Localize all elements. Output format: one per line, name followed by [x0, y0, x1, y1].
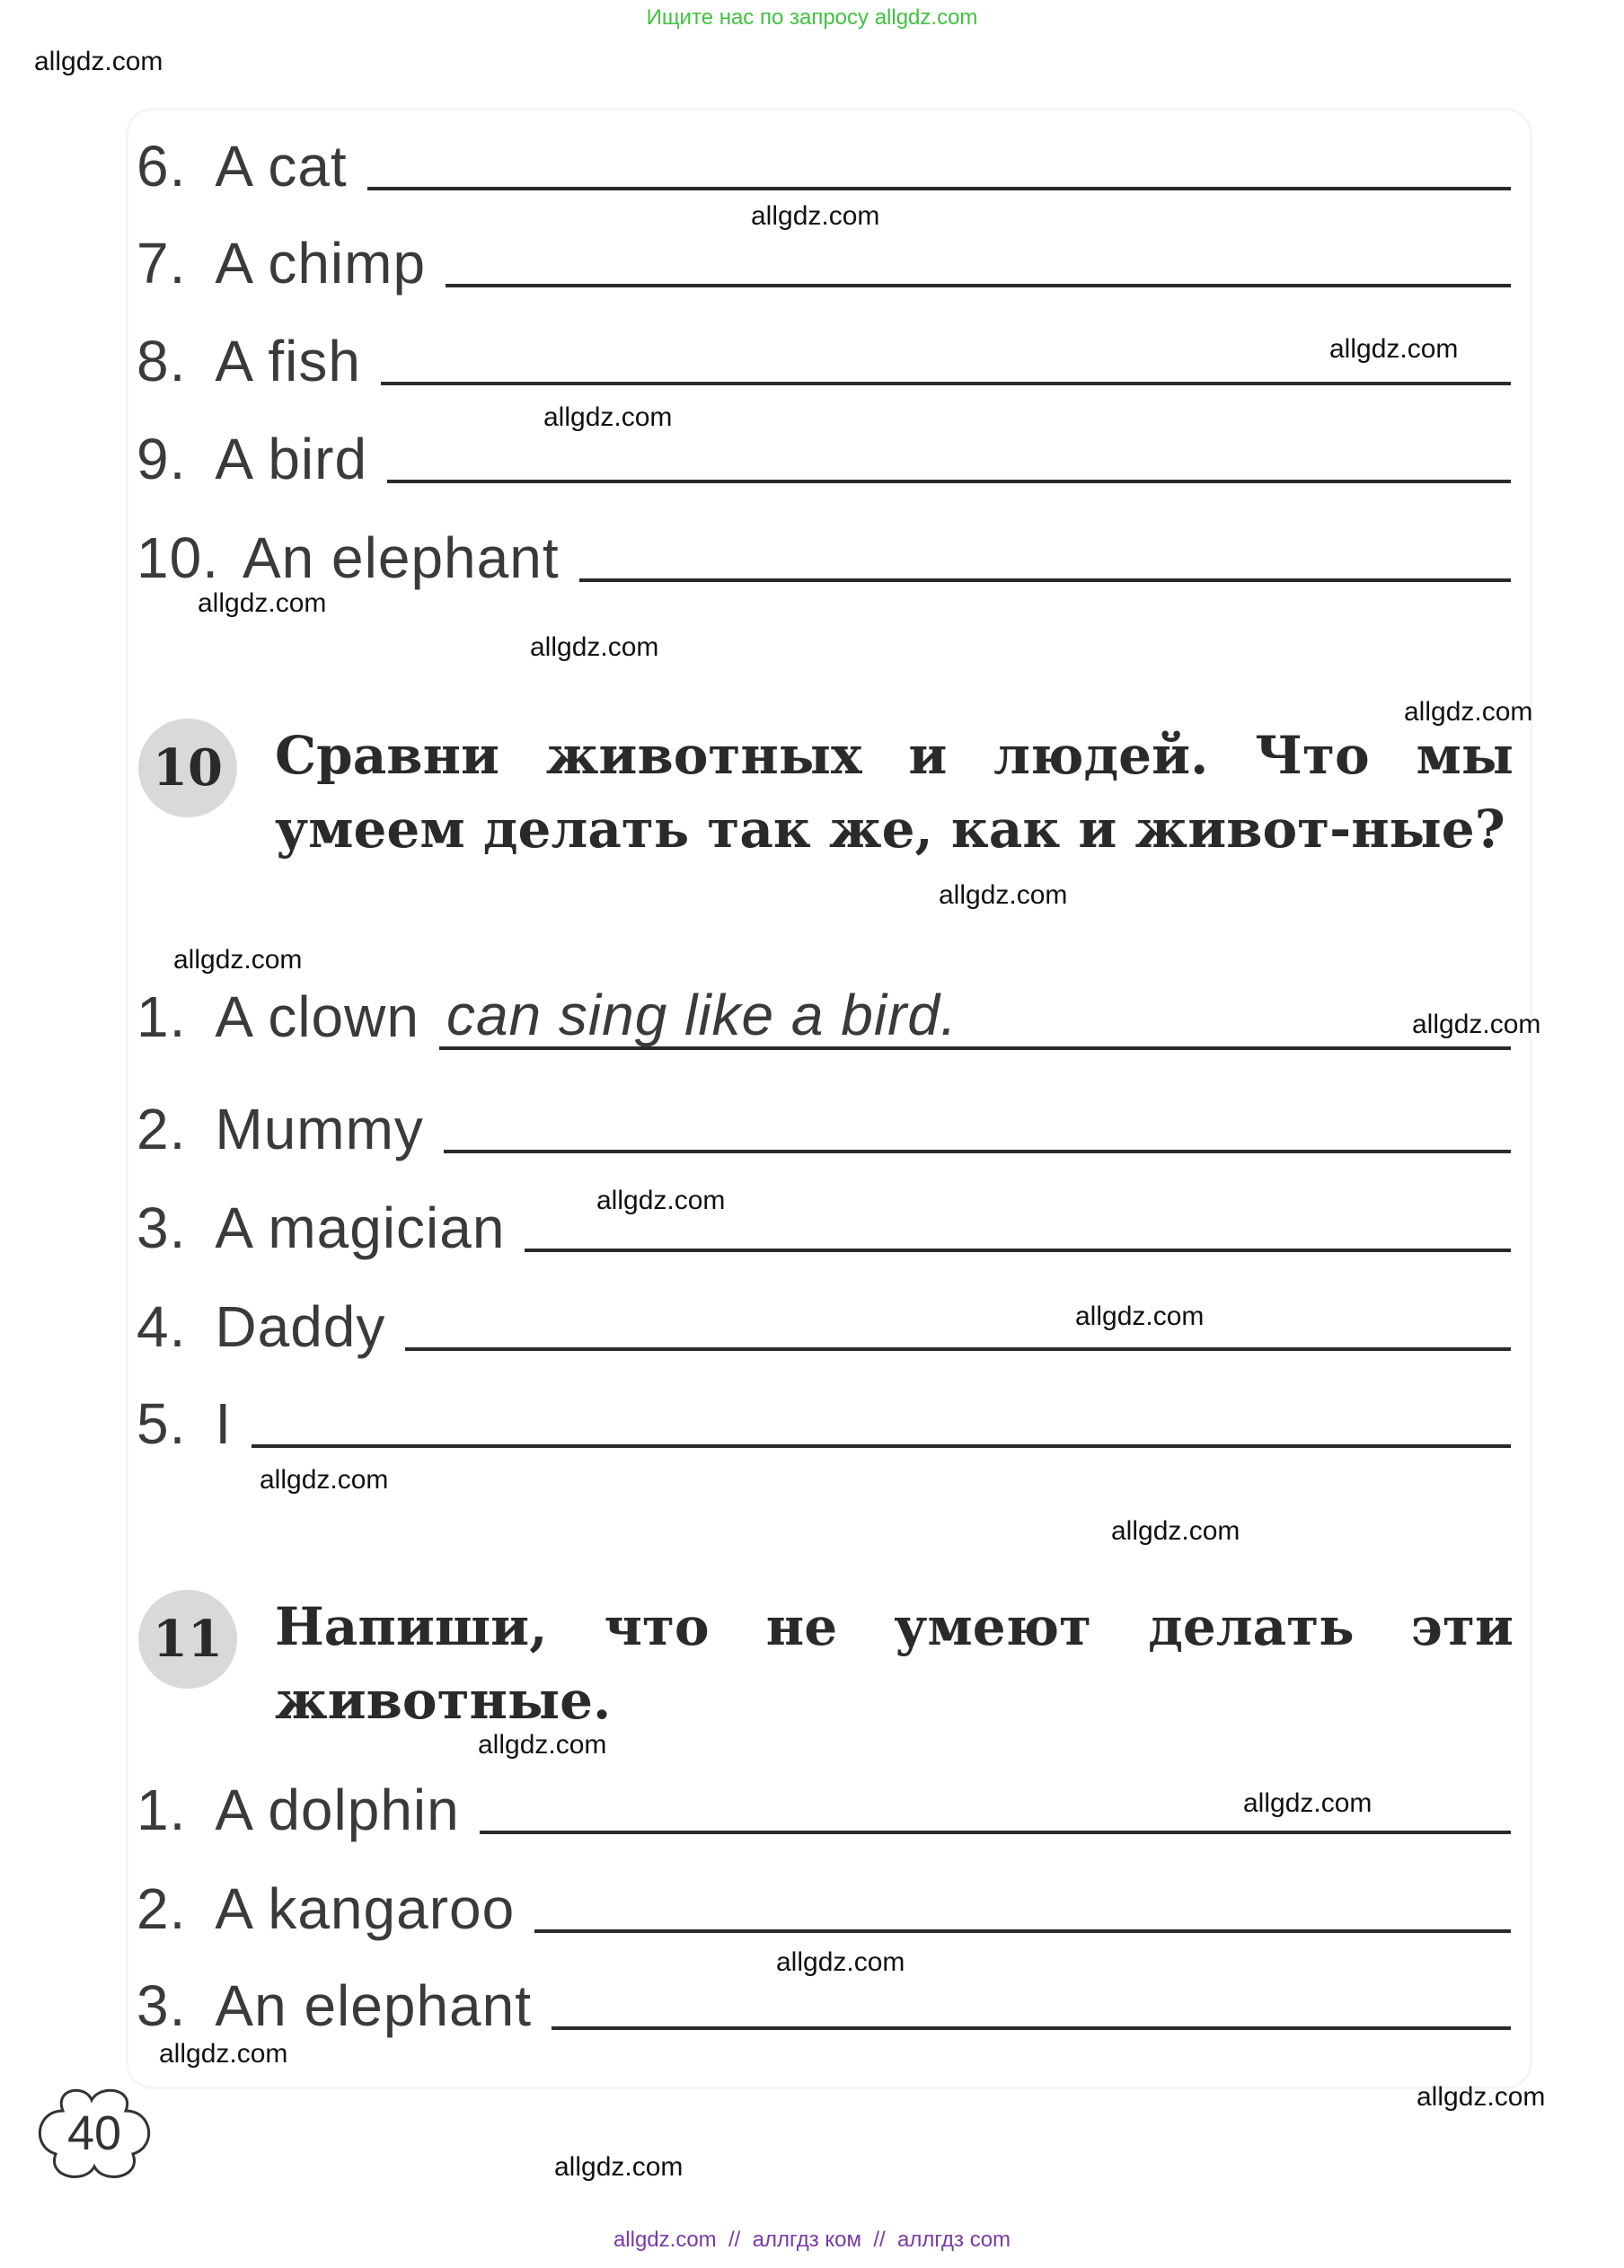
watermark: allgdz.com: [1111, 1516, 1240, 1546]
item-text: A magician: [215, 1196, 506, 1260]
answer-line[interactable]: [446, 280, 1511, 287]
item-number: 5.: [137, 1391, 187, 1456]
watermark: allgdz.com: [1243, 1788, 1372, 1818]
watermark: allgdz.com: [1412, 1010, 1541, 1039]
answer-line[interactable]: [405, 1344, 1511, 1351]
item-text: A kangaroo: [215, 1876, 516, 1941]
item-text: A fish: [215, 329, 361, 393]
item-number: 8.: [137, 329, 187, 393]
watermark: allgdz.com: [478, 1730, 607, 1760]
task-number-badge: 10: [138, 719, 237, 817]
top-banner[interactable]: Ищите нас по запросу allgdz.com: [646, 5, 978, 30]
task-11: [135, 1590, 1514, 1737]
answer-line[interactable]: [444, 1146, 1511, 1153]
list-item: [137, 525, 1511, 591]
answer-line[interactable]: [387, 476, 1511, 483]
answer-line[interactable]: [579, 575, 1511, 582]
watermark: allgdz.com: [543, 402, 673, 432]
item-text: A chimp: [215, 231, 427, 296]
answer-line[interactable]: [252, 1441, 1511, 1448]
list-item: [137, 426, 1511, 492]
item-number: 10.: [137, 525, 219, 590]
list-item: [137, 230, 1511, 296]
item-text: A bird: [215, 427, 368, 491]
answer-line[interactable]: [552, 2023, 1511, 2030]
watermark: allgdz.com: [260, 1465, 389, 1495]
item-number: 2.: [137, 1876, 187, 1941]
item-text: Daddy: [215, 1294, 386, 1359]
answer-line[interactable]: [534, 1926, 1511, 1933]
page-number-text: 40: [66, 2106, 122, 2160]
watermark: allgdz.com: [596, 1186, 726, 1215]
list-item: [137, 1293, 1511, 1360]
task-instruction: Сравни животных и людей. Что мы умеем делать так же, как и живот-ные?: [275, 725, 1514, 860]
item-number: 1.: [137, 1778, 187, 1842]
list-item: [137, 1390, 1511, 1457]
watermark: allgdz.com: [1075, 1302, 1205, 1331]
task-10: [135, 719, 1514, 866]
item-number: 6.: [137, 134, 187, 199]
item-number: 3.: [137, 1973, 187, 2038]
list-item: [137, 1096, 1511, 1162]
list-item: [137, 1875, 1511, 1942]
answer-line[interactable]: [525, 1245, 1511, 1252]
list-item: [137, 328, 1511, 394]
item-number: 4.: [137, 1294, 187, 1359]
watermark: allgdz.com: [1404, 697, 1533, 727]
watermark: allgdz.com: [939, 880, 1068, 910]
item-text: Mummy: [215, 1097, 424, 1161]
watermark: allgdz.com: [751, 201, 880, 231]
item-text: A cat: [215, 134, 348, 199]
item-number: 3.: [137, 1196, 187, 1260]
item-number: 2.: [137, 1097, 187, 1161]
bottom-banner[interactable]: allgdz.com // аллгдз ком // аллгдз com: [613, 2228, 1011, 2252]
task-number-badge: 11: [138, 1590, 237, 1689]
watermark: allgdz.com: [173, 945, 303, 975]
task-instruction: Напиши, что не умеют делать эти животные.: [275, 1596, 1514, 1731]
item-text: An elephant: [242, 525, 560, 590]
watermark: allgdz.com: [159, 2039, 288, 2069]
watermark: allgdz.com: [1417, 2082, 1546, 2112]
item-text: An elephant: [215, 1973, 532, 2038]
watermark: allgdz.com: [198, 588, 327, 618]
item-number: 7.: [137, 231, 187, 296]
list-item: [137, 1972, 1511, 2039]
item-number: 1.: [137, 984, 187, 1050]
answer-line[interactable]: [480, 1827, 1511, 1834]
page-number: [27, 2084, 162, 2183]
answer-line[interactable]: [381, 378, 1511, 385]
watermark: allgdz.com: [554, 2152, 684, 2182]
watermark: allgdz.com: [1329, 334, 1459, 364]
item-text: A dolphin: [215, 1778, 460, 1842]
list-item: [137, 984, 1511, 1050]
item-number: 9.: [137, 427, 187, 491]
answer-line[interactable]: [367, 183, 1511, 190]
watermark: allgdz.com: [530, 632, 659, 662]
answer-line[interactable]: can sing like a bird.: [439, 984, 1511, 1050]
watermark: allgdz.com: [776, 1947, 905, 1977]
list-item: [137, 133, 1511, 199]
list-item: [137, 1195, 1511, 1261]
watermark: allgdz.com: [34, 47, 163, 76]
item-text: A clown: [215, 984, 419, 1050]
item-text: I: [215, 1391, 233, 1456]
